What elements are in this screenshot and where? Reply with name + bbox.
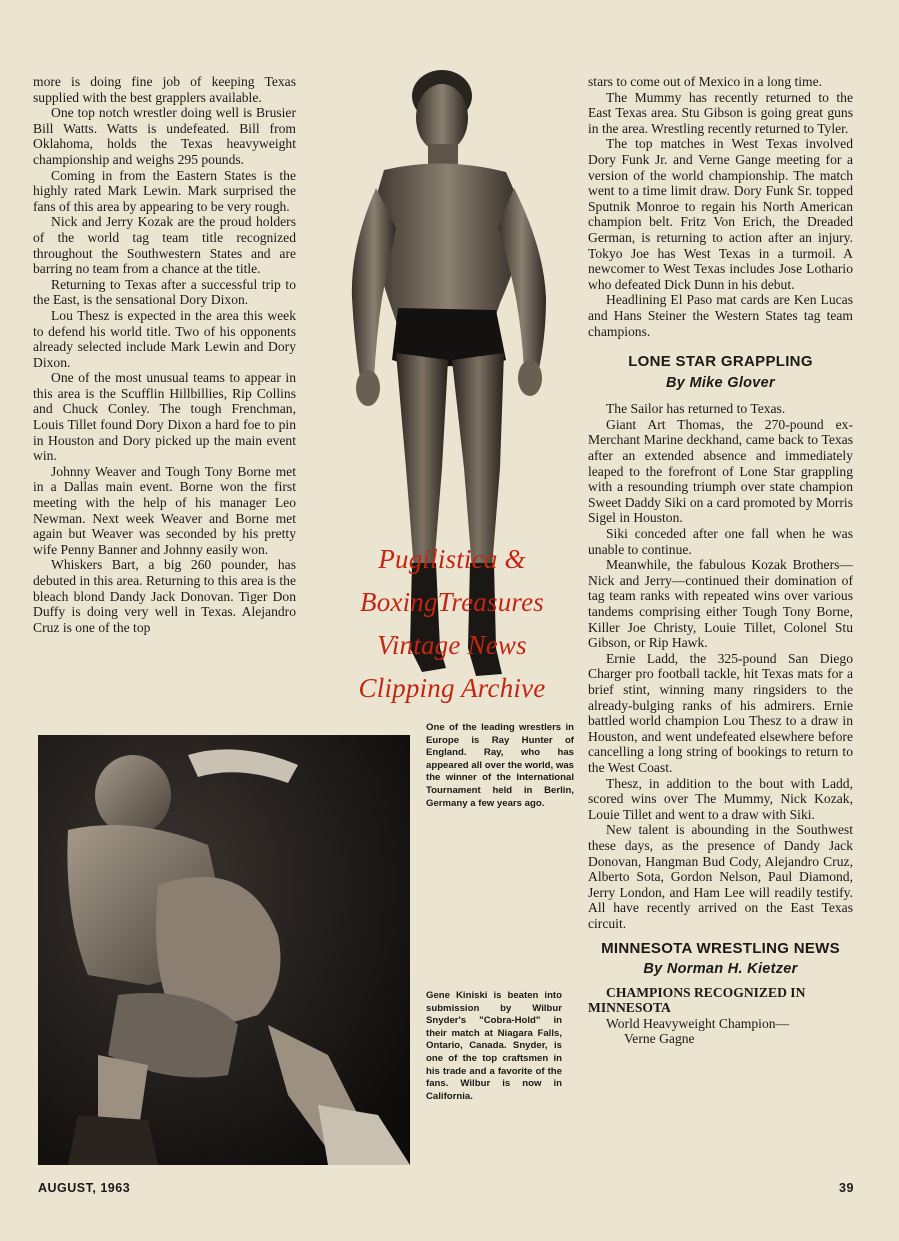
- paragraph: The top matches in West Texas involved Dory Funk Jr. and Verne Gange meeting for a version of the world championship. The match went to a time limit draw. Dory Funk Sr. topped Sputnik Monroe to regain his North American champion belt. Fritz Von Erich, the Dreaded German, is returning to action after an injury. Tokyo Joe has West Texas in a turmoil. A newcomer to West Texas includes Jose Lothario who defeated Dick Dunn in his debut.: [588, 136, 853, 292]
- left-column: [33, 74, 296, 635]
- paragraph: Meanwhile, the fabulous Kozak Brothers—Nick and Jerry—continued their domination of tag team ranks with repeated wins over various tandems comprising either Tough Tony Borne, Killer Joe Christy, Louie Tillet, Colonel Stu Gibson, or Rip Hawk.: [588, 557, 853, 651]
- paragraph: New talent is abounding in the Southwest these days, as the presence of Dandy Jack Donovan, Hangman Bud Cody, Alejandro Cruz, Alberto Sota, Gordon Nelson, Paul Diamond, Jerry London, and Ham Lee will readily testify. All have recently arrived on the East Texas circuit.: [588, 822, 853, 931]
- photo-caption-kiniski-snyder: Gene Kiniski is beaten into submission by Wilbur Snyder's "Cobra-Hold" in their match at Niagara Falls, Ontario, Canada. Snyder, is one of the top craftsmen in his trade and a favorite of the fans. Wilbur is now in California.: [426, 990, 562, 1102]
- paragraph: One of the most unusual teams to appear in this area is the Scufflin Hillbillies, Rip Collins and Chuck Conley. The tough Frenchman, Louis Tillet found Dory Dixon a hard foe to pin in Houston and Dory picked up the main event win.: [33, 370, 296, 464]
- byline-mike-glover: By Mike Glover: [666, 374, 775, 391]
- paragraph: Siki conceded after one fall when he was unable to continue.: [588, 526, 853, 557]
- paragraph: The Mummy has recently returned to the East Texas area. Stu Gibson is going great guns in the area. Wrestling recently returned to Tyler.: [588, 89, 853, 136]
- footer-date: AUGUST, 1963: [38, 1181, 131, 1195]
- byline-norman-kietzer: By Norman H. Kietzer: [643, 961, 798, 978]
- page-number: 39: [839, 1181, 854, 1195]
- paragraph: Nick and Jerry Kozak are the proud holders of the world tag team title recognized throughout the Southwestern States and are barring no team from a chance at the title.: [33, 214, 296, 277]
- photo-caption-ray-hunter: One of the leading wrestlers in Europe is Ray Hunter of England. Ray, who has appeared all over the world, was the winner of the International Tournament held in Berlin, Germany a few years ago.: [426, 722, 574, 809]
- paragraph: Johnny Weaver and Tough Tony Borne met in a Dallas main event. Borne won the first meeting with the help of his manager Leo Newman. Next week Weaver and Borne met again but Weaver was seconded by his pretty wife Penny Banner and Johnny easily won.: [33, 463, 296, 557]
- champion-title: World Heavyweight Champion—: [606, 1015, 790, 1031]
- watermark-line: Clipping Archive: [358, 673, 546, 703]
- wrestling-match-photo: [38, 735, 410, 1165]
- paragraph: Thesz, in addition to the bout with Ladd, scored wins over The Mummy, Nick Kozak, Louie Tillet and went to a draw with Siki.: [588, 775, 853, 822]
- paragraph: Headlining El Paso mat cards are Ken Lucas and Hans Steiner the Western States tag team champions.: [588, 292, 853, 339]
- section-heading-lone-star: LONE STAR GRAPPLING: [628, 353, 813, 371]
- paragraph: Lou Thesz is expected in the area this week to defend his world title. Two of his opponents already selected include Mark Lewin and Dory Dixon.: [33, 307, 296, 370]
- paragraph: stars to come out of Mexico in a long time.: [588, 74, 823, 89]
- paragraph: The Sailor has returned to Texas.: [606, 401, 786, 417]
- watermark-line: Pugilistica &: [378, 544, 526, 574]
- paragraph: Coming in from the Eastern States is the highly rated Mark Lewin. Mark surprised the fans of this area by appearing to be very rough.: [33, 167, 296, 214]
- paragraph: Returning to Texas after a successful trip to the East, is the sensational Dory Dixon.: [33, 276, 296, 308]
- watermark-line: Vintage News: [377, 630, 527, 660]
- section-heading-minnesota: MINNESOTA WRESTLING NEWS: [601, 940, 840, 958]
- paragraph: more is doing fine job of keeping Texas supplied with the best grapplers available.: [33, 74, 296, 105]
- paragraph: Giant Art Thomas, the 270-pound ex-Merchant Marine deckhand, came back to Texas after an extended absence and immediately leaped to the forefront of Lone Star grappling with a resounding triumph over state champion Sweet Daddy Siki on a card promoted by Morris Sigel in Houston.: [588, 416, 853, 526]
- paragraph: Ernie Ladd, the 325-pound San Diego Charger pro football tackle, hit Texas mats for a brief stint, winning many ringsiders to the already-bulging ranks of his admirers. Ernie battled world champion Lou Thesz to a draw in Houston, and went undefeated elsewhere before cancelling a long string of bookings to return to the West Coast.: [588, 650, 853, 775]
- right-column: [588, 74, 853, 1047]
- paragraph: Whiskers Bart, a big 260 pounder, has debuted in this area. Returning to this area is the bleach blond Dandy Jack Donovan. Tiger Don Duffy is doing very well in Texas. Alejandro Cruz is one of the top: [33, 557, 296, 635]
- subheading-champions: CHAMPIONS RECOGNIZED IN MINNESOTA: [588, 984, 806, 1016]
- wrestling-match-figure: [38, 735, 410, 1165]
- watermark-line: BoxingTreasures: [360, 587, 544, 617]
- champion-name: Verne Gagne: [624, 1031, 695, 1047]
- paragraph: One top notch wrestler doing well is Brusier Bill Watts. Watts is undefeated. Bill from Oklahoma, holds the Texas heavyweight championship and weighs 295 pounds.: [33, 105, 296, 167]
